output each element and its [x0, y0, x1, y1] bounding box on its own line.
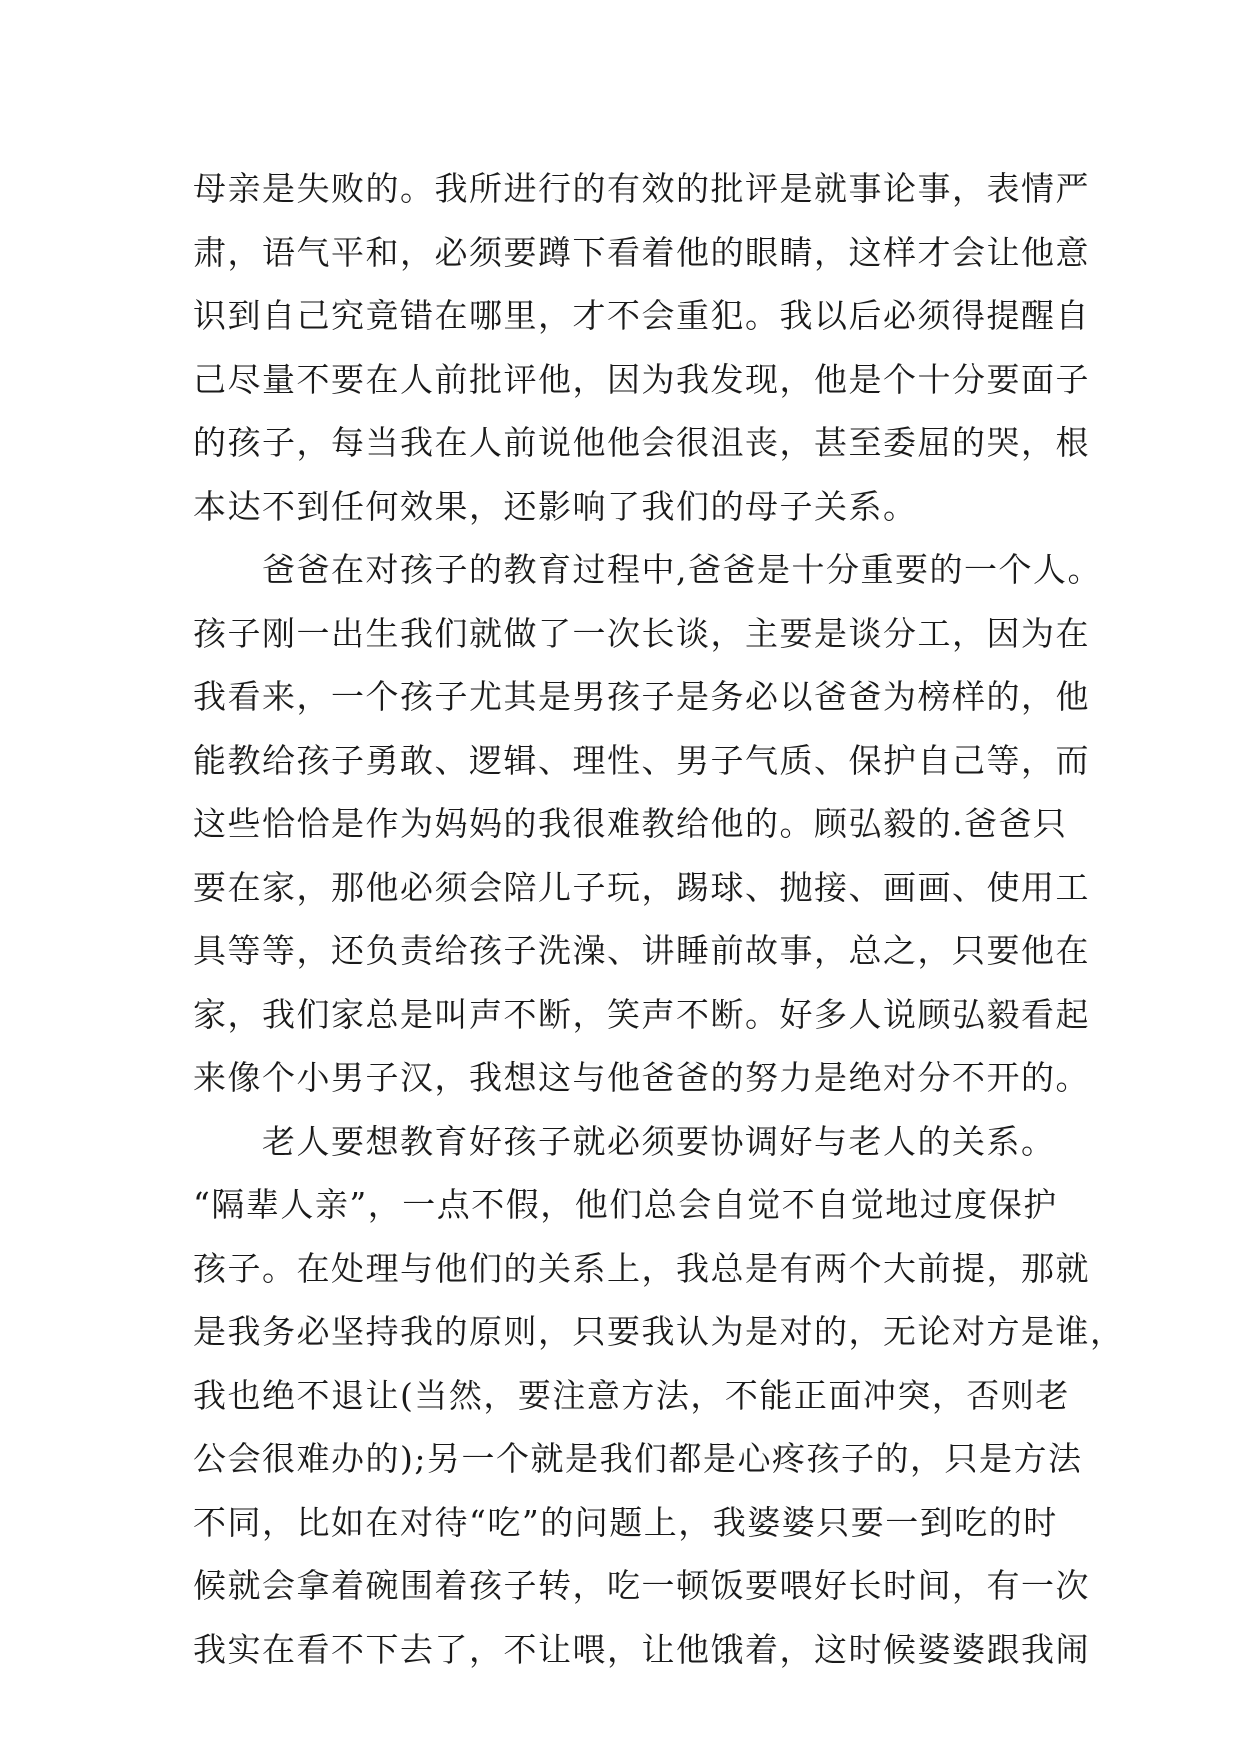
- text-line: 家，我们家总是叫声不断，笑声不断。好多人说顾弘毅看起: [193, 994, 1090, 1034]
- text-line: 孩子刚一出生我们就做了一次长谈，主要是谈分工，因为在: [193, 613, 1090, 653]
- text-line: 肃，语气平和，必须要蹲下看着他的眼睛，这样才会让他意: [193, 232, 1090, 272]
- text-line: 来像个小男子汉，我想这与他爸爸的努力是绝对分不开的。: [193, 1058, 1090, 1097]
- text-line: 我看来，一个孩子尤其是男孩子是务必以爸爸为榜样的，他: [193, 677, 1090, 716]
- text-line: 具等等，还负责给孩子洗澡、讲睡前故事，总之，只要他在: [193, 931, 1090, 970]
- text-line: 要在家，那他必须会陪儿子玩，踢球、抛接、画画、使用工: [193, 867, 1090, 907]
- text-line: 识到自己究竟错在哪里，才不会重犯。我以后必须得提醒自: [193, 296, 1090, 335]
- text-line: 这些恰恰是作为妈妈的我很难教给他的。顾弘毅的.爸爸只: [193, 804, 1068, 843]
- text-line: 老人要想教育好孩子就必须要协调好与老人的关系。: [193, 1121, 1056, 1161]
- text-line: “隔辈人亲”，一点不假，他们总会自觉不自觉地过度保护: [193, 1185, 1058, 1224]
- text-line: 我也绝不退让(当然，要注意方法，不能正面冲突，否则老: [193, 1375, 1070, 1415]
- text-line: 我实在看不下去了，不让喂，让他饿着，这时候婆婆跟我闹: [193, 1629, 1090, 1669]
- text-line: 母亲是失败的。我所进行的有效的批评是就事论事，表情严: [193, 169, 1090, 208]
- text-line: 公会很难办的);另一个就是我们都是心疼孩子的，只是方法: [193, 1439, 1083, 1478]
- body-text: [193, 157, 1125, 1681]
- text-line: 己尽量不要在人前批评他，因为我发现，他是个十分要面子: [193, 359, 1090, 399]
- text-line: 孩子。在处理与他们的关系上，我总是有两个大前提，那就: [193, 1248, 1090, 1288]
- text-line: 爸爸在对孩子的教育过程中,爸爸是十分重要的一个人。: [193, 550, 1102, 589]
- text-line: 是我务必坚持我的原则，只要我认为是对的，无论对方是谁，: [193, 1312, 1125, 1351]
- text-line: 候就会拿着碗围着孩子转，吃一顿饭要喂好长时间，有一次: [193, 1566, 1090, 1605]
- text-line: 不同，比如在对待“吃”的问题上，我婆婆只要一到吃的时: [193, 1502, 1058, 1542]
- text-line: 本达不到任何效果，还影响了我们的母子关系。: [193, 486, 918, 526]
- text-line: 能教给孩子勇敢、逻辑、理性、男子气质、保护自己等，而: [193, 740, 1090, 780]
- text-line: 的孩子，每当我在人前说他他会很沮丧，甚至委屈的哭，根: [193, 423, 1090, 462]
